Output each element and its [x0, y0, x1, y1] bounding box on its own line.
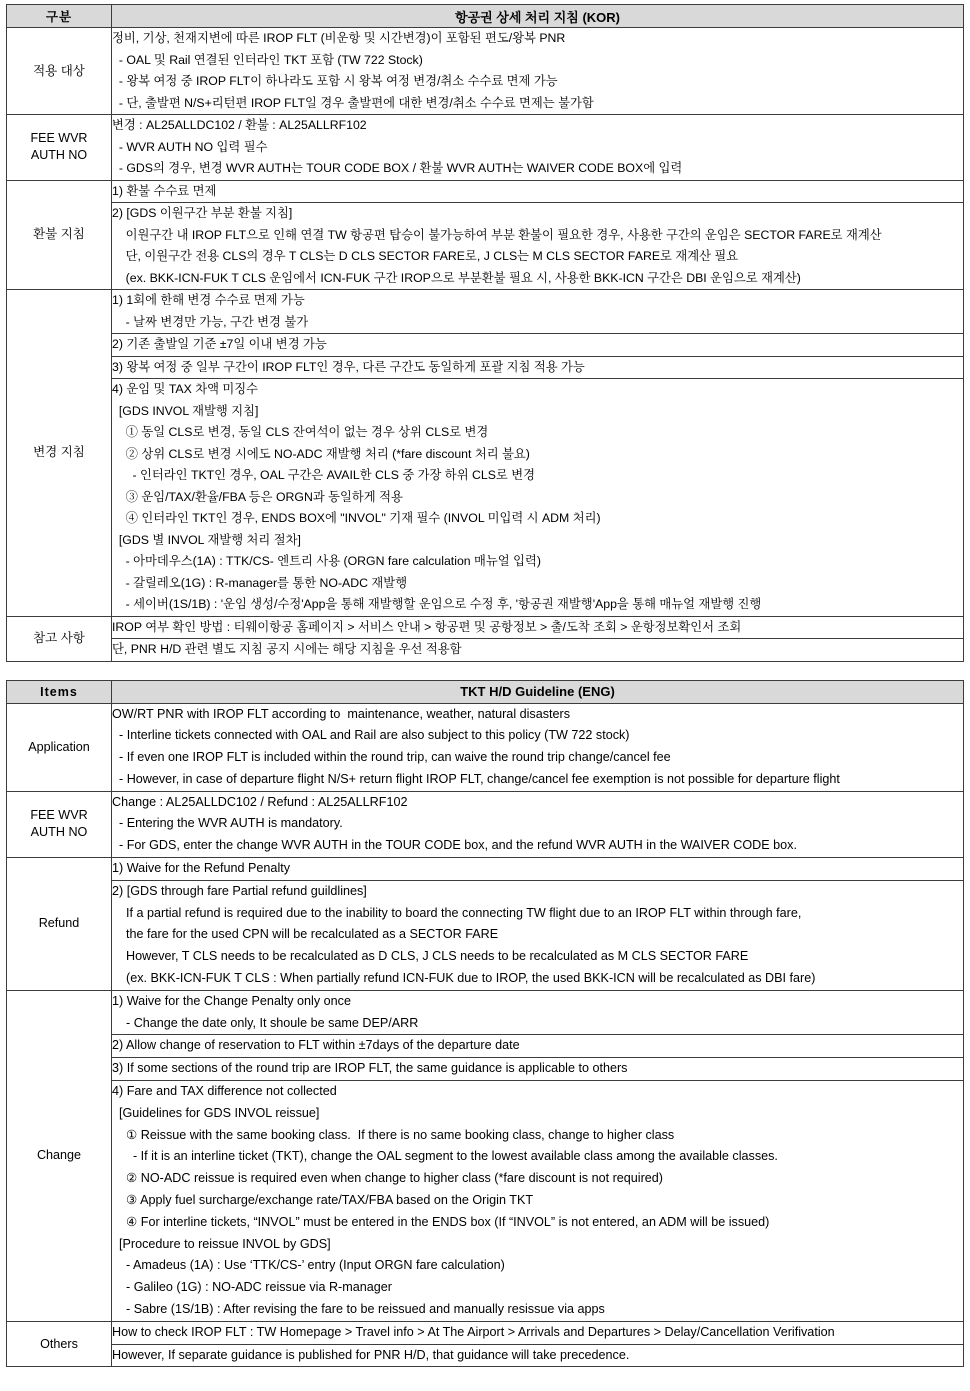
eng-table-head	[7, 680, 964, 703]
eng-content-line: If a partial refund is required due to the inability to board the connecting TW flight due to an IROP FLT within through fare,	[112, 905, 802, 920]
kor-content-line: 단, PNR H/D 관련 별도 지침 공지 시에는 해당 지침을 우선 적용함	[112, 642, 462, 656]
eng-content-line: ② NO-ADC reissue is required even when change to higher class (*fare discount is not required)	[112, 1171, 663, 1186]
eng-content-line: ④ For interline tickets, “INVOL” must be entered in the ENDS box (If “INVOL” is not entered, an ADM will be issued)	[112, 1214, 770, 1229]
kor-content-line: ① 동일 CLS로 변경, 동일 CLS 잔여석이 없는 경우 상위 CLS로 변경	[112, 425, 489, 439]
eng-row	[7, 858, 964, 881]
eng-content-line: However, If separate guidance is published for PNR H/D, that guidance will take precedence.	[112, 1347, 630, 1362]
eng-content-line: 1) Waive for the Refund Penalty	[112, 861, 291, 876]
kor-content-line: - 갈릴레오(1G) : R-manager를 통한 NO-ADC 재발행	[112, 575, 408, 590]
kor-content-line: IROP 여부 확인 방법 : 티웨이항공 홈페이지 > 서비스 안내 > 항공편 및 공항정보 > 출/도착 조회 > 운항정보확인서 조회	[112, 619, 742, 634]
eng-content-line: How to check IROP FLT : TW Homepage > Travel info > At The Airport > Arrivals and Departures > Delay/Cancellation Verifivation	[112, 1324, 835, 1339]
kor-content-line: 1) 1회에 한해 변경 수수료 면제 가능	[112, 293, 305, 307]
kor-content-line: - 세이버(1S/1B) : '운임 생성/수정'App을 통해 재발행할 운임으로 수정 후, '항공권 재발행'App을 통해 매뉴얼 재발행 진행	[112, 597, 762, 611]
kor-content-line: - OAL 및 Rail 연결된 인터라인 TKT 포함 (TW 722 Stock)	[112, 52, 423, 67]
eng-row-label: FEE WVR AUTH NO	[7, 791, 112, 857]
eng-header-left: Items	[7, 680, 112, 703]
eng-content-line: - However, in case of departure flight N/S+ return flight IROP FLT, change/cancel fee exemption is not possible for departure flight	[112, 771, 840, 786]
eng-row-content	[112, 1035, 964, 1058]
kor-content-line: 정비, 기상, 천재지변에 따른 IROP FLT (비운항 및 시간변경)이 포함된 편도/왕복 PNR	[112, 31, 566, 45]
kor-row-content	[112, 356, 964, 379]
kor-content-line: 4) 운임 및 TAX 차액 미징수	[112, 382, 259, 396]
kor-row-content	[112, 180, 964, 203]
kor-header-right: 항공권 상세 처리 지침 (KOR)	[112, 5, 964, 28]
kor-table-body	[7, 28, 964, 662]
eng-row	[7, 1035, 964, 1058]
kor-content-line: ② 상위 CLS로 변경 시에도 NO-ADC 재발행 처리 (*fare discount 처리 불요)	[112, 446, 530, 461]
kor-content-line: 이원구간 내 IROP FLT으로 인해 연결 TW 항공편 탑승이 불가능하여 부분 환불이 필요한 경우, 사용한 구간의 운임은 SECTOR FARE로 재계산	[112, 227, 882, 242]
eng-row-content	[112, 791, 964, 857]
eng-content-line: - If even one IROP FLT is included within the round trip, can waive the round trip change/cancel fee	[112, 750, 671, 765]
eng-content-line: - Interline tickets connected with OAL and Rail are also subject to this policy (TW 722 stock)	[112, 728, 630, 743]
kor-content-line: 변경 : AL25ALLDC102 / 환불 : AL25ALLRF102	[112, 118, 367, 132]
kor-content-line: - 단, 출발편 N/S+리턴편 IROP FLT일 경우 출발편에 대한 변경/취소 수수료 면제는 불가함	[112, 95, 594, 110]
kor-row-content	[112, 334, 964, 357]
eng-row-content	[112, 880, 964, 990]
eng-content-line: - Sabre (1S/1B) : After revising the fare to be reissued and manually resissue via apps	[112, 1302, 605, 1317]
kor-content-line: 2) 기존 출발일 기준 ±7일 이내 변경 가능	[112, 337, 327, 351]
eng-content-line: [Guidelines for GDS INVOL reissue]	[112, 1105, 320, 1120]
eng-row-label: Change	[7, 990, 112, 1321]
eng-row-label: Application	[7, 703, 112, 791]
kor-row	[7, 180, 964, 203]
kor-row-content	[112, 115, 964, 181]
eng-row	[7, 703, 964, 791]
kor-content-line: ③ 운임/TAX/환율/FBA 등은 ORGN과 동일하게 적용	[112, 489, 403, 504]
kor-content-line: - 아마데우스(1A) : TTK/CS- 엔트리 사용 (ORGN fare calculation 매뉴얼 입력)	[112, 554, 541, 568]
eng-content-line: - Change the date only, It shoule be same DEP/ARR	[112, 1015, 419, 1030]
kor-content-line: [GDS INVOL 재발행 지침]	[112, 403, 259, 418]
kor-row	[7, 379, 964, 617]
eng-content-line: 2) [GDS through fare Partial refund guildlines]	[112, 883, 367, 898]
eng-content-line: However, T CLS needs to be recalculated as D CLS, J CLS needs to be recalculated as M CLS SECTOR FARE	[112, 949, 749, 964]
eng-content-line: 1) Waive for the Change Penalty only once	[112, 993, 351, 1008]
eng-content-line: Change : AL25ALLDC102 / Refund : AL25ALLRF102	[112, 794, 408, 809]
eng-table-body	[7, 703, 964, 1367]
eng-content-line: OW/RT PNR with IROP FLT according to maintenance, weather, natural disasters	[112, 706, 571, 721]
eng-content-line: the fare for the used CPN will be recalculated as a SECTOR FARE	[112, 927, 499, 942]
kor-row-content	[112, 379, 964, 617]
kor-row-label: 적용 대상	[7, 28, 112, 115]
eng-row	[7, 990, 964, 1035]
kor-content-line: [GDS 별 INVOL 재발행 처리 절차]	[112, 532, 301, 547]
eng-row-content	[112, 858, 964, 881]
kor-content-line: - GDS의 경우, 변경 WVR AUTH는 TOUR CODE BOX / 환불 WVR AUTH는 WAIVER CODE BOX에 입력	[112, 161, 683, 175]
eng-guideline-table	[6, 680, 964, 1368]
kor-row	[7, 356, 964, 379]
eng-header-right: TKT H/D Guideline (ENG)	[112, 680, 964, 703]
eng-row-label: Others	[7, 1321, 112, 1367]
eng-row-content	[112, 1321, 964, 1344]
kor-row-label: 참고 사항	[7, 616, 112, 661]
eng-row-content	[112, 703, 964, 791]
kor-table-head	[7, 5, 964, 28]
eng-row	[7, 1344, 964, 1367]
kor-row-label: FEE WVR AUTH NO	[7, 115, 112, 181]
eng-row	[7, 880, 964, 990]
eng-content-line: (ex. BKK-ICN-FUK T CLS : When partially refund ICN-FUK due to IROP, the used BKK-ICN will be recalculated as DBI fare)	[112, 971, 816, 986]
kor-row-label: 환불 지침	[7, 180, 112, 290]
eng-content-line: 2) Allow change of reservation to FLT within ±7days of the departure date	[112, 1038, 520, 1053]
kor-row	[7, 290, 964, 334]
kor-row-content	[112, 616, 964, 639]
eng-row	[7, 1321, 964, 1344]
eng-row-content	[112, 990, 964, 1035]
eng-content-line: [Procedure to reissue INVOL by GDS]	[112, 1236, 331, 1251]
eng-row-content	[112, 1344, 964, 1367]
eng-content-line: - Entering the WVR AUTH is mandatory.	[112, 816, 343, 831]
kor-header-row	[7, 5, 964, 28]
kor-content-line: 2) [GDS 이원구간 부분 환불 지침]	[112, 206, 293, 220]
eng-content-line: - For GDS, enter the change WVR AUTH in the TOUR CODE box, and the refund WVR AUTH in the WAIVER CODE box.	[112, 838, 797, 853]
eng-header-row	[7, 680, 964, 703]
eng-content-line: 4) Fare and TAX difference not collected	[112, 1084, 337, 1099]
eng-row-content	[112, 1081, 964, 1322]
eng-row	[7, 1081, 964, 1322]
kor-row-label: 변경 지침	[7, 290, 112, 617]
kor-guideline-table	[6, 4, 964, 662]
kor-row	[7, 334, 964, 357]
kor-content-line: - 날짜 변경만 가능, 구간 변경 불가	[112, 314, 309, 329]
eng-row-label: Refund	[7, 858, 112, 991]
kor-content-line: - 왕복 여정 중 IROP FLT이 하나라도 포함 시 왕복 여정 변경/취소 수수료 면제 가능	[112, 74, 558, 88]
kor-row	[7, 203, 964, 290]
kor-content-line: - 인터라인 TKT인 경우, OAL 구간은 AVAIL한 CLS 중 가장 하위 CLS로 변경	[112, 468, 535, 482]
eng-content-line: ③ Apply fuel surcharge/exchange rate/TAX/FBA based on the Origin TKT	[112, 1193, 534, 1208]
eng-content-line: ① Reissue with the same booking class. If there is no same booking class, change to higher class	[112, 1127, 675, 1142]
eng-content-line: 3) If some sections of the round trip are IROP FLT, the same guidance is applicable to others	[112, 1061, 628, 1076]
kor-row	[7, 639, 964, 662]
kor-content-line: ④ 인터라인 TKT인 경우, ENDS BOX에 "INVOL" 기재 필수 (INVOL 미입력 시 ADM 처리)	[112, 511, 601, 525]
kor-content-line: (ex. BKK-ICN-FUK T CLS 운임에서 ICN-FUK 구간 IROP으로 부분환불 필요 시, 사용한 BKK-ICN 구간은 DBI 운임으로 재계산)	[112, 270, 801, 285]
kor-row	[7, 115, 964, 181]
kor-row-content	[112, 639, 964, 662]
kor-content-line: - WVR AUTH NO 입력 필수	[112, 139, 268, 154]
kor-content-line: 단, 이원구간 전용 CLS의 경우 T CLS는 D CLS SECTOR FARE로, J CLS는 M CLS SECTOR FARE로 재계산 필요	[112, 249, 739, 263]
eng-row-content	[112, 1058, 964, 1081]
kor-row-content	[112, 28, 964, 115]
eng-row	[7, 791, 964, 857]
kor-row-content	[112, 290, 964, 334]
eng-content-line: - Amadeus (1A) : Use ‘TTK/CS-’ entry (Input ORGN fare calculation)	[112, 1258, 505, 1273]
kor-row	[7, 616, 964, 639]
eng-content-line: - If it is an interline ticket (TKT), change the OAL segment to the lowest available class among the available classes.	[112, 1149, 778, 1164]
kor-content-line: 1) 환불 수수료 면제	[112, 183, 217, 198]
eng-row	[7, 1058, 964, 1081]
kor-row	[7, 28, 964, 115]
kor-header-left: 구분	[7, 5, 112, 28]
eng-content-line: - Galileo (1G) : NO-ADC reissue via R-manager	[112, 1280, 392, 1295]
kor-content-line: 3) 왕복 여정 중 일부 구간이 IROP FLT인 경우, 다른 구간도 동일하게 포괄 지침 적용 가능	[112, 359, 585, 374]
kor-row-content	[112, 203, 964, 290]
